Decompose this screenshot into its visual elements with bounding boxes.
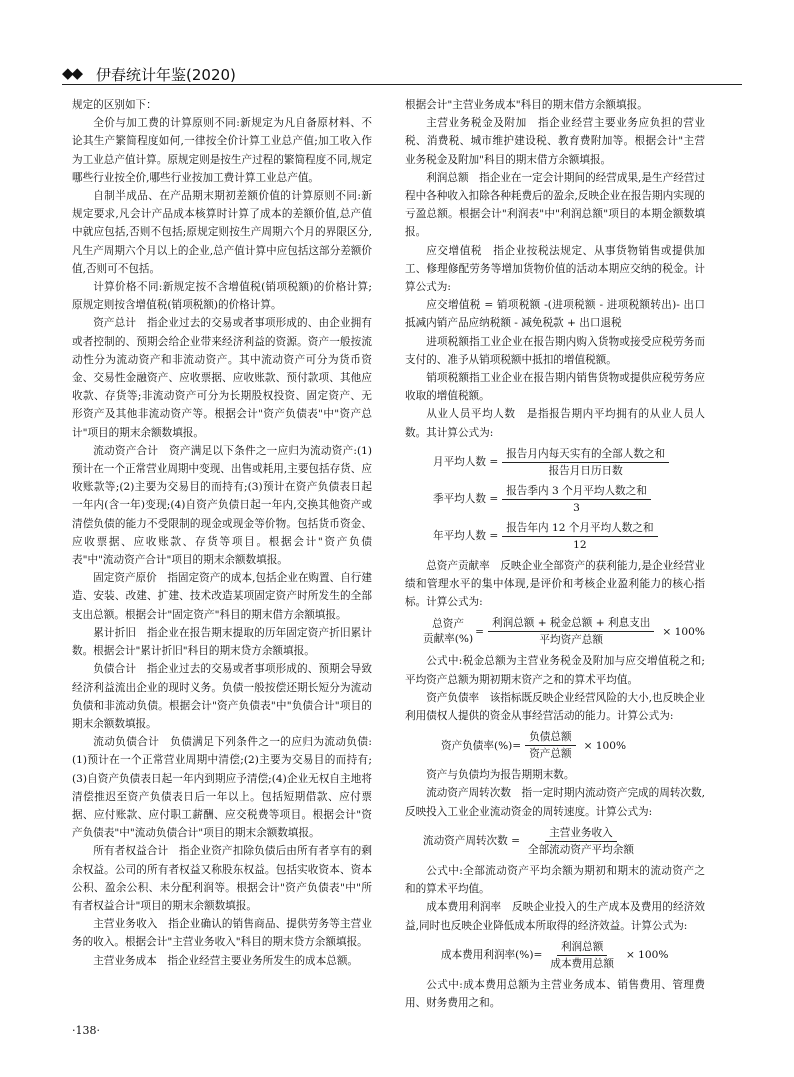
paragraph: 成本费用利润率 反映企业投入的生产成本及费用的经济效益,同时也反映企业降低成本所取得的经济效益。计算公式为: — [405, 901, 705, 932]
paragraph: 资产总计 指企业过去的交易或者事项形成的、由企业拥有或者控制的、预期会给企业带来经济利益的资源。资产一般按流动性分为流动资产和非流动资产。其中流动资产可分为货币资金、交易性金融资产、应收票据、应收账款、预付款项、其他应收款、存货等;非流动资产可分为长期股权投资、固定资产、无形资产及其他非流动资产等。根据会计"资产负债表"中"资产总计"项目的期末余额数填报。 — [72, 317, 372, 439]
formula-lhs — [423, 617, 473, 647]
formula-lhs: 成本费用利润率(%)= — [441, 949, 543, 962]
formula-lhs: 月平均人数 = — [433, 456, 499, 469]
paragraph: 流动资产合计 资产满足以下条件之一应归为流动资产:(1)预计在一个正常营业周期中变现、出售或耗用,主要包括存货、应收账款等;(2)主要为交易目的而持有;(3)预计在资产负债表日起一年内(含一年)变现;(4)自资产负债日起一年内,交换其他资产或清偿负债的能力不受限制的现金或现金等价物。包括货币资金、应收票据、应收账款、存货等项目。根据会计"资产负债表"中"流动资产合计"项目的期末余额数填报。 — [72, 444, 372, 567]
formula-lhs-line1: 总资产 — [432, 617, 464, 630]
paragraph: 从业人员平均人数 是指报告期内平均拥有的从业人员人数。其计算公式为: — [405, 408, 705, 439]
paragraph: 计算价格不同:新规定按不含增值税(销项税额)的价格计算;原规定则按含增值税(销项税额)的价格计算。 — [72, 281, 372, 312]
formula-cost-profit-ratio — [405, 939, 705, 972]
formula-current-asset-turnover — [405, 825, 705, 858]
denominator: 3 — [573, 501, 580, 514]
numerator: 主营业务收入 — [545, 825, 617, 842]
denominator: 资产总额 — [529, 748, 572, 761]
numerator: 报告年内 12 个月平均人数之和 — [502, 520, 657, 537]
paragraph: 负债合计 指企业过去的交易或者事项形成的、预期会导致经济利益流出企业的现时义务。负债一般按偿还期长短分为流动负债和非流动负债。根据会计"资产负债表"中"负债合计"项目的期末余额数填报。 — [72, 663, 372, 730]
formula-lhs: 年平均人数 = — [433, 530, 499, 543]
denominator: 全部流动资产平均余额 — [528, 843, 634, 856]
paragraph: 资产与负债均为报告期期末数。 — [426, 769, 575, 782]
numerator: 报告月内每天实有的全部人数之和 — [502, 446, 669, 463]
denominator: 12 — [573, 538, 587, 551]
paragraph: 流动资产周转次数 指一定时期内流动资产完成的周转次数,反映投入工业企业流动资金的周转速度。计算公式为: — [405, 787, 705, 818]
yearbook-title: 伊春统计年鉴(2020) — [96, 66, 236, 84]
paragraph: 总资产贡献率 反映企业全部资产的获利能力,是企业经营业绩和管理水平的集中体现,是评价和考核企业盈利能力的核心指标。计算公式为: — [405, 559, 705, 609]
formula-lhs-line2: 贡献率(%) — [423, 632, 474, 645]
fraction — [502, 520, 657, 553]
header-rule — [62, 84, 742, 85]
paragraph: 全价与加工费的计算原则不同:新规定为凡自备原材料、不论其生产繁简程度如何,一律按全价计算工业总产值;加工收入作为工业总产值计算。原规定则是按生产过程的繁简程度不同,规定哪些行业按全价,哪些行业按加工费计算工业总产值。 — [72, 117, 372, 184]
page-number: ·138· — [72, 1024, 100, 1037]
fraction — [502, 446, 669, 479]
paragraph: 主营业务税金及附加 指企业经营主要业务应负担的营业税、消费税、城市维护建设税、教育费附加等。根据会计"主营业务税金及附加"科目的期末借方余额填报。 — [405, 117, 705, 166]
numerator: 负债总额 — [525, 729, 575, 746]
fraction — [525, 729, 575, 762]
fraction — [488, 615, 654, 648]
paragraph: 应交增值税 指企业按税法规定、从事货物销售或提供加工、修理修配劳务等增加货物价值的活动本期应交纳的税金。计算公式为: — [405, 244, 705, 294]
formula-lhs: 流动资产周转次数 = — [423, 835, 520, 848]
paragraph: 主营业务收入 指企业确认的销售商品、提供劳务等主营业务的收入。根据会计"主营业务收入"科目的期末贷方余额填报。 — [72, 918, 372, 949]
formula-multiplier: × 100% — [583, 739, 627, 752]
paragraph: 利润总额 指企业在一定会计期间的经营成果,是生产经营过程中各种收入扣除各种耗费后的盈余,反映企业在报告期内实现的亏盈总额。根据会计"利润表"中"利润总额"项目的本期金额数填报。 — [405, 171, 705, 239]
paragraph: 自制半成品、在产品期末期初差额价值的计算原则不同:新规定要求,凡会计产品成本核算时计算了成本的差额价值,总产值中就应包括,否则不包括;原规定则按生产周期六个月的界限区分,凡生产周期六个月以上的企业,总产值计算中应包括这部分差额价值,否则可不包括。 — [72, 190, 372, 275]
formula-monthly-average — [405, 446, 705, 479]
formula-quarterly-average — [405, 483, 705, 516]
paragraph: 进项税额指工业企业在报告期内购入货物或接受应税劳务而支付的、准予从销项税额中抵扣的增值税额。 — [405, 335, 705, 366]
right-column — [405, 96, 705, 1012]
numerator: 报告季内 3 个月平均人数之和 — [502, 483, 651, 500]
formula-debt-ratio — [405, 729, 705, 762]
paragraph: 主营业务成本 指企业经营主要业务所发生的成本总额。 — [93, 954, 359, 967]
formula-multiplier: × 100% — [625, 949, 669, 962]
diamond-icon: ◆◆ — [62, 64, 82, 82]
formula-multiplier: × 100% — [662, 625, 705, 638]
numerator: 利润总额 — [557, 939, 607, 956]
fraction — [524, 825, 638, 858]
denominator: 报告月日历日数 — [548, 464, 623, 477]
paragraph: 销项税额指工业企业在报告期内销售货物或提供应税劳务应收取的增值税额。 — [405, 372, 705, 403]
formula-lhs: 季平均人数 = — [433, 493, 499, 506]
equals-sign: = — [475, 625, 485, 638]
paragraph: 公式中:税金总额为主营业务税金及附加与应交增值税之和;平均资产总额为期初期末资产之和的算术平均值。 — [405, 655, 705, 686]
paragraph: 所有者权益合计 指企业资产扣除负债后由所有者享有的剩余权益。公司的所有者权益又称股东权益。包括实收资本、资本公积、盈余公积、未分配利润等。根据会计"资产负债表"中"所有者权益合计"项目的期末余额数填报。 — [72, 845, 372, 912]
formula-lhs: 资产负债率(%)= — [441, 739, 522, 752]
denominator: 成本费用总额 — [550, 957, 614, 970]
denominator: 平均资产总额 — [539, 634, 603, 647]
paragraph: 根据会计"主营业务成本"科目的期末借方余额填报。 — [405, 99, 648, 111]
numerator: 利润总额 + 税金总额 + 利息支出 — [488, 615, 654, 632]
fraction — [546, 939, 618, 972]
paragraph: 流动负债合计 负债满足下列条件之一的应归为流动负债:(1)预计在一个正常营业周期中清偿;(2)主要为交易目的而持有;(3)自资产负债表日起一年内到期应予清偿;(4)企业无权自主地将清偿推迟至资产负债表日后一年以上。包括短期借款、应付票据、应付账款、应付职工薪酬、应交税费等项目。根据会计"资产负债表"中"流动负债合计"项目的期末余额数填报。 — [72, 736, 372, 840]
formula-text: 应交增值税 = 销项税额 -(进项税额 - 进项税额转出)- 出口抵减内销产品应纳税额 - 减免税款 + 出口退税 — [405, 299, 705, 330]
running-header — [62, 62, 742, 84]
paragraph: 累计折旧 指企业在报告期末提取的历年固定资产折旧累计数。根据会计"累计折旧"科目的期末贷方余额填报。 — [72, 626, 372, 658]
paragraph: 公式中:全部流动资产平均余额为期初和期末的流动资产之和的算术平均值。 — [405, 864, 705, 896]
paragraph: 固定资产原价 指固定资产的成本,包括企业在购置、自行建造、安装、改建、扩建、技术改造某项固定资产时所发生的全部支出总额。根据会计"固定资产"科目的期末借方余额填报。 — [72, 572, 372, 621]
left-column — [72, 96, 372, 970]
paragraph: 规定的区别如下： — [72, 99, 157, 111]
paragraph: 资产负债率 该指标既反映企业经营风险的大小,也反映企业利用债权人提供的资金从事经营活动的能力。计算公式为: — [405, 691, 705, 723]
fraction — [502, 483, 651, 516]
paragraph: 公式中:成本费用总额为主营业务成本、销售费用、管理费用、财务费用之和。 — [405, 978, 705, 1009]
formula-annual-average — [405, 520, 705, 553]
formula-asset-contribution — [405, 615, 705, 648]
